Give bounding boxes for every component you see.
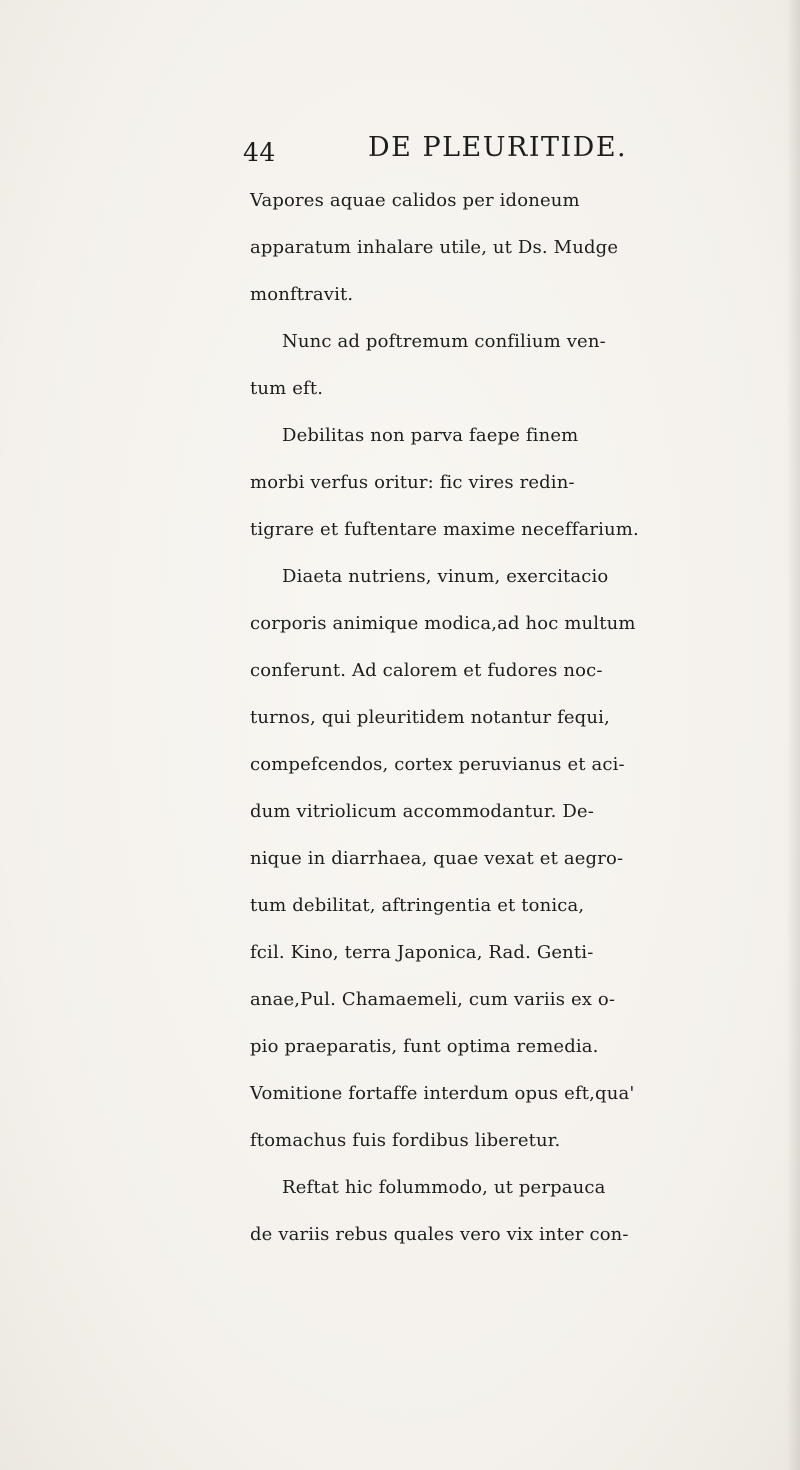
text-line: ftomachus fuis fordibus liberetur.: [250, 1130, 561, 1151]
running-head: DE PLEURITIDE.: [368, 132, 628, 163]
text-line: morbi verfus oritur: fic vires redin-: [250, 472, 575, 493]
text-line: nique in diarrhaea, quae vexat et aegro-: [250, 848, 624, 869]
text-line: turnos, qui pleuritidem notantur fequi,: [250, 707, 610, 728]
page-number: 44: [243, 138, 276, 167]
text-line: apparatum inhalare utile, ut Ds. Mudge: [250, 237, 619, 258]
text-line: pio praeparatis, funt optima remedia.: [250, 1036, 599, 1057]
text-line: corporis animique modica,ad hoc multum: [250, 613, 636, 634]
text-line: Vapores aquae calidos per idoneum: [250, 190, 580, 211]
text-line: Debilitas non parva faepe finem: [282, 425, 579, 446]
text-line: Nunc ad poftremum confilium ven-: [282, 331, 606, 352]
body-text: [250, 177, 800, 1258]
text-line: monftravit.: [250, 284, 354, 305]
text-line: tum debilitat, aftringentia et tonica,: [250, 895, 585, 916]
text-line: fcil. Kino, terra Japonica, Rad. Genti-: [250, 942, 594, 963]
text-line: Vomitione fortaffe interdum opus eft,qua': [250, 1083, 635, 1104]
text-line: tigrare et fuftentare maxime neceffarium.: [250, 519, 639, 540]
text-line: de variis rebus quales vero vix inter con-: [250, 1224, 629, 1245]
text-line: Diaeta nutriens, vinum, exercitacio: [282, 566, 609, 587]
text-line: anae,Pul. Chamaemeli, cum variis ex o-: [250, 989, 616, 1010]
page-header: [0, 128, 800, 168]
text-line: compefcendos, cortex peruvianus et aci-: [250, 754, 625, 775]
text-line: tum eft.: [250, 378, 324, 399]
text-line: Reftat hic folummodo, ut perpauca: [282, 1177, 606, 1198]
text-line: conferunt. Ad calorem et fudores noc-: [250, 660, 603, 681]
text-line: dum vitriolicum accommodantur. De-: [250, 801, 594, 822]
